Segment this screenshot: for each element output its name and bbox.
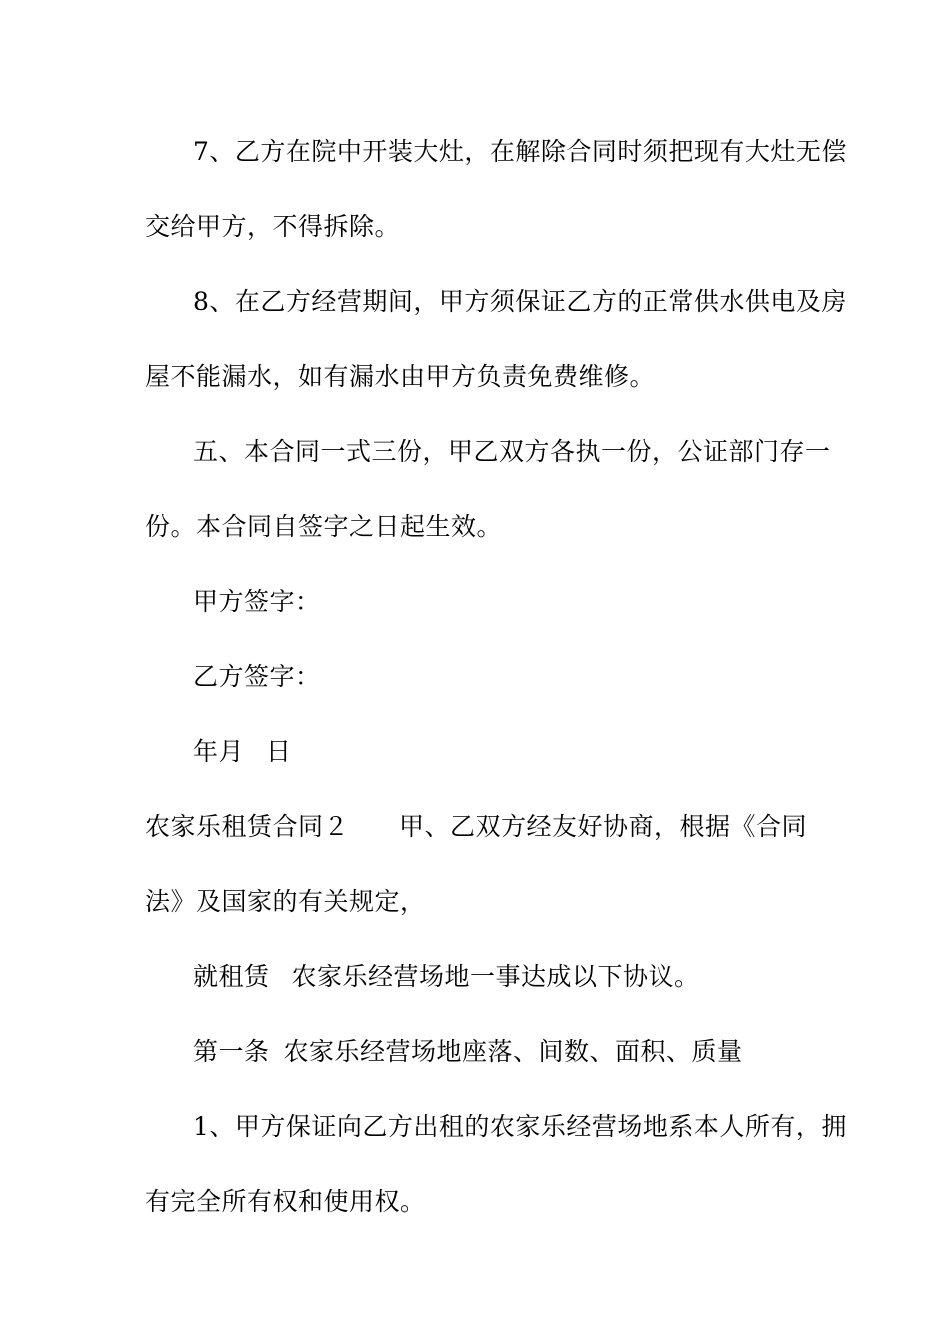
date-year-month: 年月 xyxy=(193,737,245,766)
paragraph-8-line-2 xyxy=(145,360,655,394)
party-b-signature xyxy=(193,660,321,694)
text-span: 农家乐经营场地一事达成以下协议。 xyxy=(291,962,700,991)
paragraph-7-line-1 xyxy=(193,135,847,169)
paragraph-5-line-1 xyxy=(193,435,831,469)
paragraph-8-line-1 xyxy=(193,285,847,319)
article-title: 农家乐经营场地座落、间数、面积、质量 xyxy=(283,1037,743,1066)
article-1-item-1-line-1 xyxy=(193,1110,847,1144)
text-span: 甲方签字： xyxy=(193,587,321,616)
text-span: 1、甲方保证向乙方出租的农家乐经营场地系本人所有，拥 xyxy=(193,1112,847,1141)
text-span: 屋不能漏水，如有漏水由甲方负责免费维修。 xyxy=(145,362,656,391)
text-span: 乙方签字： xyxy=(193,662,321,691)
contract-2-intro-line-1 xyxy=(145,810,807,844)
date-line xyxy=(193,735,292,769)
lease-subject-line xyxy=(193,960,700,994)
text-span: 交给甲方，不得拆除。 xyxy=(145,212,401,241)
text-span: 有完全所有权和使用权。 xyxy=(145,1187,426,1216)
text-span: 法》及国家的有关规定， xyxy=(145,887,426,916)
text-span: 7、乙方在院中开装大灶，在解除合同时须把现有大灶无偿 xyxy=(193,137,847,166)
text-span: 份。本合同自签字之日起生效。 xyxy=(145,512,503,541)
article-1-heading xyxy=(193,1035,743,1069)
paragraph-5-line-2 xyxy=(145,510,502,544)
party-a-signature xyxy=(193,585,321,619)
paragraph-7-line-2 xyxy=(145,210,400,244)
article-number: 第一条 xyxy=(193,1037,270,1066)
contract-2-intro-line-2 xyxy=(145,885,426,919)
date-day: 日 xyxy=(266,737,292,766)
contract-title: 农家乐租赁合同２ xyxy=(145,812,350,841)
text-span: 五、本合同一式三份，甲乙双方各执一份，公证部门存一 xyxy=(193,437,831,466)
article-1-item-1-line-2 xyxy=(145,1185,426,1219)
text-span: 就租赁 xyxy=(193,962,270,991)
text-span: 8、在乙方经营期间，甲方须保证乙方的正常供水供电及房 xyxy=(193,287,847,316)
text-span: 甲、乙双方经友好协商，根据《合同 xyxy=(399,812,808,841)
